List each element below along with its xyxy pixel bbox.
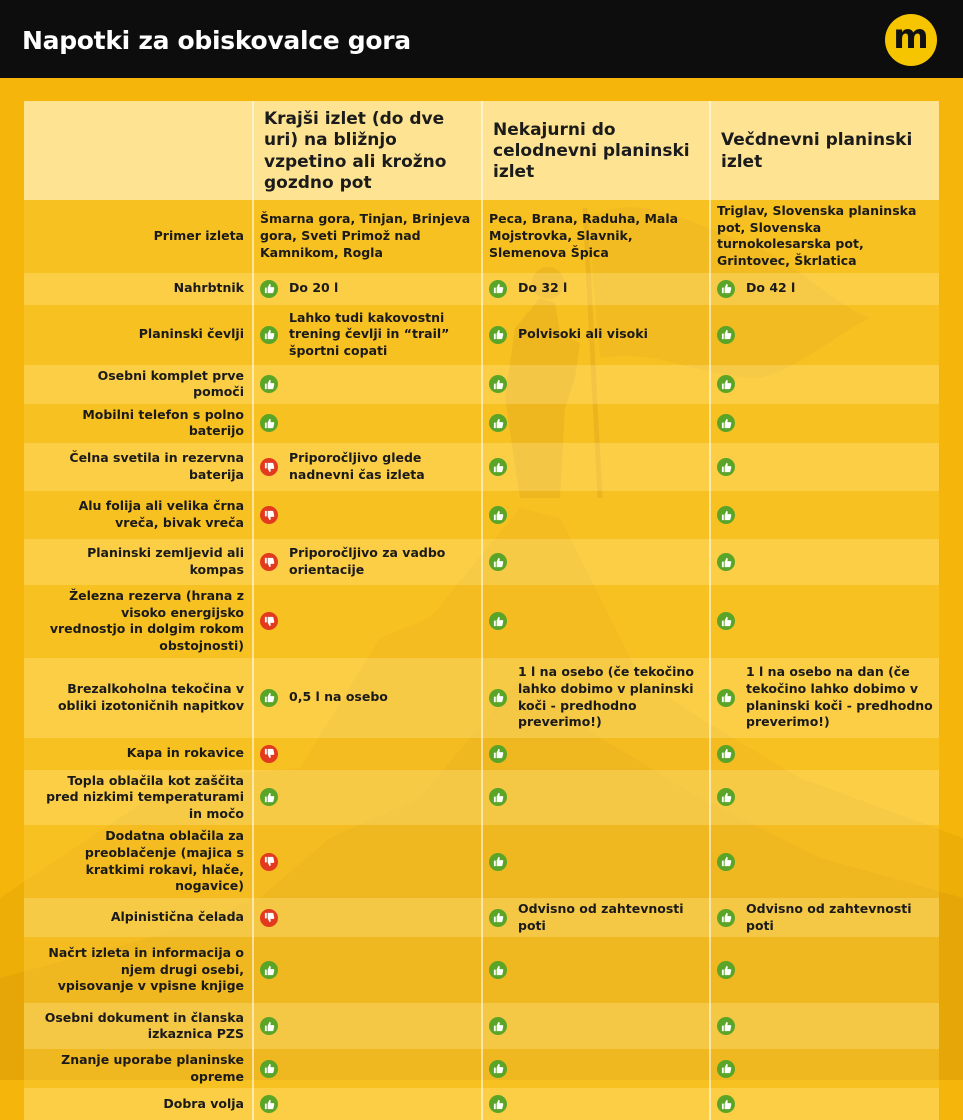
table-cell [710,898,939,937]
thumbs-up-glyph [721,329,732,340]
thumbs-up-glyph [493,965,504,976]
page-title: Napotki za obiskovalce gora [22,26,411,55]
page-header [0,0,963,78]
table-cell [482,937,710,1003]
table-row [24,825,939,898]
table-cell [253,1088,482,1120]
table-cell [710,273,939,305]
thumbs-up-icon [717,745,735,763]
thumbs-up-glyph [493,1063,504,1074]
thumbs-down-icon [260,506,278,524]
table-row [24,1003,939,1049]
thumbs-up-icon [260,961,278,979]
cell-text: 0,5 l na osebo [289,689,388,705]
thumbs-up-icon [717,506,735,524]
thumbs-up-icon [489,1095,507,1113]
table-row [24,1088,939,1120]
thumbs-down-glyph [264,748,275,759]
table-cell [710,738,939,770]
row-label: Mobilni telefon s polno baterijo [24,404,253,443]
row-label: Čelna svetila in rezervna baterija [24,443,253,491]
thumbs-up-icon [260,280,278,298]
cell-text: Odvisno od zahtevnosti poti [746,900,912,933]
table-cell [482,539,710,585]
thumbs-up-icon [717,375,735,393]
table-cell [710,443,939,491]
table-row [24,305,939,365]
table-row [24,738,939,770]
thumbs-up-glyph [721,1021,732,1032]
table-row [24,404,939,443]
thumbs-up-glyph [721,856,732,867]
table-cell [710,937,939,1003]
table-cell [710,770,939,826]
thumbs-up-glyph [493,616,504,627]
thumbs-up-icon [489,280,507,298]
cell-text: Polvisoki ali visoki [518,326,648,342]
thumbs-up-glyph [721,912,732,923]
table-header-row [24,101,939,200]
table-cell [482,1088,710,1120]
table-cell [253,1049,482,1088]
thumbs-up-icon [489,612,507,630]
column-header-short-trip: Krajši izlet (do dve uri) na bližnjo vzpetino ali krožno gozdno pot [253,101,482,200]
table-cell [253,404,482,443]
cell-text: Peca, Brana, Raduha, Mala Mojstrovka, Slavnik, Slemenova Špica [489,211,679,260]
thumbs-up-icon [489,788,507,806]
thumbs-up-icon [260,326,278,344]
table-cell [253,585,482,658]
table-cell [710,200,939,273]
row-label: Železna rezerva (hrana z visoko energijsko vrednostjo in dolgim rokom obstojnosti) [24,585,253,658]
gear-table [24,101,939,1120]
thumbs-up-glyph [721,1063,732,1074]
thumbs-down-glyph [264,557,275,568]
thumbs-up-icon [489,745,507,763]
row-label: Načrt izleta in informacija o njem drugi osebi, vpisovanje v vpisne knjige [24,937,253,1003]
thumbs-up-icon [260,1060,278,1078]
table-row [24,770,939,826]
table-cell [253,443,482,491]
table-row [24,1049,939,1088]
thumbs-up-glyph [721,510,732,521]
thumbs-up-icon [489,326,507,344]
table-cell [710,585,939,658]
row-label: Dobra volja [24,1088,253,1120]
table-cell [253,770,482,826]
table-cell [482,443,710,491]
row-label: Dodatna oblačila za preoblačenje (majica s kratkimi rokavi, hlače, nogavice) [24,825,253,898]
thumbs-up-glyph [721,418,732,429]
thumbs-up-glyph [493,1021,504,1032]
thumbs-down-icon [260,853,278,871]
thumbs-up-icon [489,458,507,476]
table-cell [253,200,482,273]
thumbs-up-icon [260,1017,278,1035]
thumbs-up-glyph [493,283,504,294]
cell-text: Do 20 l [289,280,339,296]
table-cell [253,1003,482,1049]
thumbs-up-icon [717,961,735,979]
thumbs-up-icon [717,458,735,476]
table-cell [482,898,710,937]
table-row [24,539,939,585]
cell-text: 1 l na osebo na dan (če tekočino lahko dobimo v planinski koči - predhodno preverimo!) [746,664,933,730]
thumbs-up-icon [717,1060,735,1078]
thumbs-up-glyph [493,462,504,473]
thumbs-up-icon [717,553,735,571]
column-header-multiday-trip: Večdnevni planinski izlet [710,101,939,200]
table-cell [710,658,939,738]
table-cell [710,404,939,443]
row-label: Topla oblačila kot zaščita pred nizkimi temperaturami in močo [24,770,253,826]
thumbs-up-glyph [721,616,732,627]
cell-text: Do 42 l [746,280,796,296]
row-label: Osebni komplet prve pomoči [24,365,253,404]
row-label: Znanje uporabe planinske opreme [24,1049,253,1088]
thumbs-up-icon [717,1095,735,1113]
table-cell [253,305,482,365]
table-row [24,491,939,539]
thumbs-up-glyph [721,379,732,390]
table-cell [482,1003,710,1049]
thumbs-up-icon [489,909,507,927]
table-cell [482,273,710,305]
table-cell [482,738,710,770]
thumbs-down-glyph [264,616,275,627]
table-cell [253,825,482,898]
row-label: Brezalkoholna tekočina v obliki izotoničnih napitkov [24,658,253,738]
thumbs-down-icon [260,553,278,571]
table-cell [482,658,710,738]
thumbs-up-icon [260,788,278,806]
thumbs-up-icon [717,326,735,344]
thumbs-down-glyph [264,462,275,473]
thumbs-up-icon [717,1017,735,1035]
thumbs-down-icon [260,745,278,763]
cell-text: 1 l na osebo (če tekočino lahko dobimo v planinski koči - predhodno preverimo!) [518,664,694,730]
table-cell [710,539,939,585]
thumbs-up-icon [489,375,507,393]
thumbs-down-glyph [264,510,275,521]
table-cell [482,404,710,443]
thumbs-up-glyph [493,510,504,521]
cell-text: Priporočljivo za vadbo orientacije [289,545,446,577]
thumbs-up-glyph [721,965,732,976]
table-cell [482,585,710,658]
thumbs-up-glyph [264,329,275,340]
table-row [24,898,939,937]
thumbs-up-glyph [721,792,732,803]
thumbs-up-glyph [493,1099,504,1110]
table-cell [482,200,710,273]
row-label: Osebni dokument in članska izkaznica PZS [24,1003,253,1049]
table-row [24,937,939,1003]
thumbs-up-icon [260,414,278,432]
thumbs-up-glyph [493,912,504,923]
row-label: Primer izleta [24,200,253,273]
row-label: Kapa in rokavice [24,738,253,770]
column-header-day-trip: Nekajurni do celodnevni planinski izlet [482,101,710,200]
table-row [24,443,939,491]
thumbs-up-glyph [721,748,732,759]
table-cell [710,1049,939,1088]
thumbs-down-glyph [264,912,275,923]
table-row [24,365,939,404]
thumbs-up-glyph [264,418,275,429]
thumbs-up-icon [489,853,507,871]
table-cell [253,491,482,539]
thumbs-up-icon [260,1095,278,1113]
table-cell [482,305,710,365]
table-row [24,200,939,273]
thumbs-up-glyph [493,329,504,340]
table-cell [253,937,482,1003]
cell-text: Triglav, Slovenska planinska pot, Slovenska turnokolesarska pot, Grintovec, Škrlatica [717,203,917,268]
thumbs-up-glyph [721,283,732,294]
thumbs-up-icon [717,689,735,707]
table-cell [710,491,939,539]
thumbs-down-icon [260,612,278,630]
table-cell [710,1088,939,1120]
row-label: Planinski zemljevid ali kompas [24,539,253,585]
thumbs-up-glyph [493,418,504,429]
thumbs-down-icon [260,909,278,927]
brand-logo[interactable] [885,14,937,66]
table-cell [253,738,482,770]
thumbs-up-icon [717,612,735,630]
thumbs-up-icon [260,375,278,393]
table-cell [482,825,710,898]
thumbs-up-icon [489,961,507,979]
table-row [24,585,939,658]
thumbs-up-glyph [493,748,504,759]
thumbs-up-glyph [721,557,732,568]
table-cell [710,1003,939,1049]
thumbs-up-icon [489,553,507,571]
column-header-blank [24,101,253,200]
row-label: Alpinistična čelada [24,898,253,937]
thumbs-up-glyph [264,283,275,294]
thumbs-up-glyph [264,1063,275,1074]
thumbs-up-icon [717,788,735,806]
cell-text: Šmarna gora, Tinjan, Brinjeva gora, Sveti Primož nad Kamnikom, Rogla [260,211,471,260]
thumbs-up-glyph [493,856,504,867]
thumbs-up-icon [489,1060,507,1078]
thumbs-up-glyph [493,792,504,803]
thumbs-up-glyph [264,1099,275,1110]
cell-text: Lahko tudi kakovostni trening čevlji in “trail” športni copati [289,309,450,358]
thumbs-up-glyph [493,557,504,568]
thumbs-down-glyph [264,856,275,867]
table-cell [710,365,939,404]
thumbs-up-glyph [721,692,732,703]
thumbs-up-icon [260,689,278,707]
table-cell [253,273,482,305]
thumbs-up-glyph [264,965,275,976]
thumbs-up-icon [489,506,507,524]
thumbs-up-icon [489,689,507,707]
table-cell [710,825,939,898]
thumbs-up-glyph [721,462,732,473]
thumbs-up-icon [717,853,735,871]
table-cell [253,658,482,738]
row-label: Planinski čevlji [24,305,253,365]
thumbs-up-icon [717,909,735,927]
table-cell [253,898,482,937]
thumbs-up-icon [489,1017,507,1035]
table-cell [253,365,482,404]
row-label: Nahrbtnik [24,273,253,305]
thumbs-up-glyph [264,792,275,803]
table-row [24,658,939,738]
thumbs-up-glyph [264,379,275,390]
row-label: Alu folija ali velika črna vreča, bivak vreča [24,491,253,539]
thumbs-up-icon [717,414,735,432]
table-cell [482,770,710,826]
logo-letter: m [893,17,929,57]
thumbs-up-icon [489,414,507,432]
table-cell [253,539,482,585]
table-row [24,273,939,305]
thumbs-up-glyph [264,692,275,703]
cell-text: Odvisno od zahtevnosti poti [518,900,684,933]
cell-text: Priporočljivo glede nadnevni čas izleta [289,450,425,482]
cell-text: Do 32 l [518,280,568,296]
table-cell [482,365,710,404]
thumbs-up-icon [717,280,735,298]
thumbs-down-icon [260,458,278,476]
table-cell [710,305,939,365]
thumbs-up-glyph [721,1099,732,1110]
thumbs-up-glyph [493,692,504,703]
thumbs-up-glyph [264,1021,275,1032]
table-cell [482,491,710,539]
table-cell [482,1049,710,1088]
thumbs-up-glyph [493,379,504,390]
